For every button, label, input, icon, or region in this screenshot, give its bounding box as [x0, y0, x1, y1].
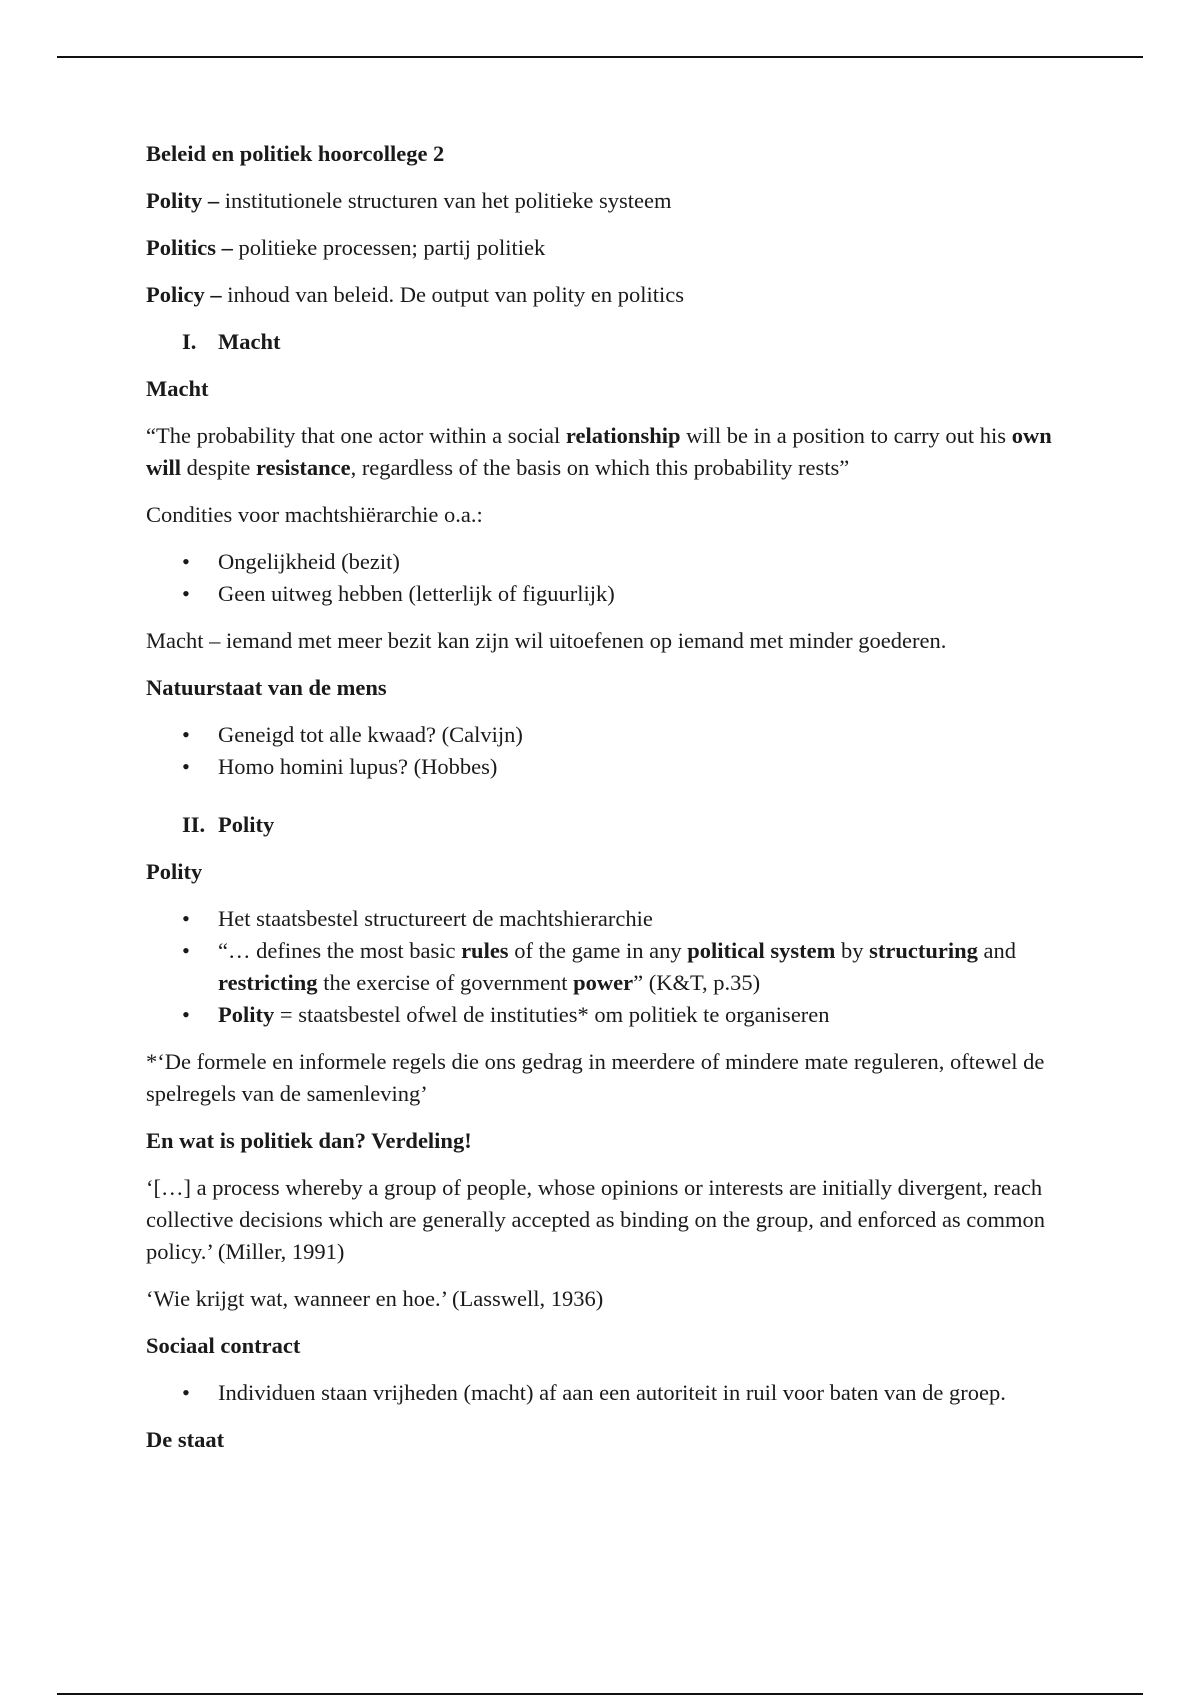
bold-text: Polity	[218, 1002, 275, 1027]
section-heading-macht	[182, 326, 1066, 358]
section-label: Polity	[218, 812, 275, 837]
term-polity: Polity	[146, 188, 203, 213]
bottom-rule	[57, 1693, 1143, 1695]
section-number: I.	[182, 329, 197, 354]
condities-list	[146, 546, 1066, 610]
quote-text: despite	[181, 455, 256, 480]
footnote: *‘De formele en informele regels die ons gedrag in meerdere of mindere mate reguleren, oftewel de spelregels van de samenleving’	[146, 1049, 1045, 1106]
document-title: Beleid en politiek hoorcollege 2	[146, 141, 445, 166]
list-item: • Homo homini lupus? (Hobbes)	[146, 751, 1066, 783]
quote-text: “The probability that one actor within a social	[146, 423, 566, 448]
miller-quote: ‘[…] a process whereby a group of people, whose opinions or interests are initially divergent, reach collective decisions which are generally accepted as binding on the group, and enforced as common policy.’ (Miller, 1991)	[146, 1175, 1046, 1264]
text: by	[835, 938, 870, 963]
bold-text: restricting	[218, 970, 318, 995]
definition-polity	[146, 185, 1066, 217]
quote-bold: resistance	[256, 455, 351, 480]
natuurstaat-list	[146, 719, 1066, 783]
definition-text: politieke processen; partij politiek	[238, 235, 546, 260]
list-item: • Geneigd tot alle kwaad? (Calvijn)	[146, 719, 1066, 751]
document-body	[146, 138, 1066, 1471]
quote-text: , regardless of the basis on which this probability rests”	[350, 455, 850, 480]
top-rule	[57, 56, 1143, 58]
bold-text: power	[573, 970, 634, 995]
text: of the game in any	[508, 938, 688, 963]
term-sep: –	[202, 188, 225, 213]
macht-definition: Macht – iemand met meer bezit kan zijn wil uitoefenen op iemand met minder goederen.	[146, 628, 947, 653]
heading-de-staat: De staat	[146, 1427, 225, 1452]
text: the exercise of government	[317, 970, 574, 995]
lasswell-quote: ‘Wie krijgt wat, wanneer en hoe.’ (Lasswell, 1936)	[146, 1286, 604, 1311]
section-number: II.	[182, 812, 206, 837]
text: ” (K&T, p.35)	[633, 970, 761, 995]
bold-text: structuring	[869, 938, 978, 963]
definition-text: inhoud van beleid. De output van polity en politics	[227, 282, 685, 307]
heading-politiek: En wat is politiek dan? Verdeling!	[146, 1128, 472, 1153]
term-sep: –	[204, 282, 228, 307]
definition-text: institutionele structuren van het politieke systeem	[224, 188, 672, 213]
condities-intro: Condities voor machtshiërarchie o.a.:	[146, 502, 483, 527]
heading-sociaal-contract: Sociaal contract	[146, 1333, 301, 1358]
heading-polity: Polity	[146, 859, 203, 884]
term-sep: –	[215, 235, 239, 260]
list-item: • Het staatsbestel structureert de machtshierarchie	[146, 903, 1066, 935]
text: = staatsbestel ofwel de instituties* om politiek te organiseren	[274, 1002, 830, 1027]
term-politics: Politics	[146, 235, 216, 260]
heading-natuurstaat: Natuurstaat van de mens	[146, 675, 387, 700]
heading-macht: Macht	[146, 376, 209, 401]
text: “… defines the most basic	[218, 938, 462, 963]
text: and	[977, 938, 1016, 963]
sociaal-list	[146, 1377, 1066, 1409]
section-heading-polity	[182, 809, 1066, 841]
term-policy: Policy	[146, 282, 205, 307]
bold-text: political system	[687, 938, 836, 963]
definition-policy	[146, 279, 1066, 311]
quote-bold: own will	[146, 423, 1052, 480]
list-item: • Geen uitweg hebben (letterlijk of figuurlijk)	[146, 578, 1066, 610]
quote-bold: relationship	[565, 423, 681, 448]
weber-quote	[146, 420, 1066, 484]
polity-list	[146, 903, 1066, 1031]
list-item	[146, 935, 1066, 999]
list-item: • Individuen staan vrijheden (macht) af aan een autoriteit in ruil voor baten van de groep.	[146, 1377, 1066, 1409]
definition-politics	[146, 232, 1066, 264]
bold-text: rules	[461, 938, 509, 963]
quote-text: will be in a position to carry out his	[680, 423, 1012, 448]
list-item: • Ongelijkheid (bezit)	[146, 546, 1066, 578]
section-label: Macht	[218, 329, 281, 354]
list-item	[146, 999, 1066, 1031]
